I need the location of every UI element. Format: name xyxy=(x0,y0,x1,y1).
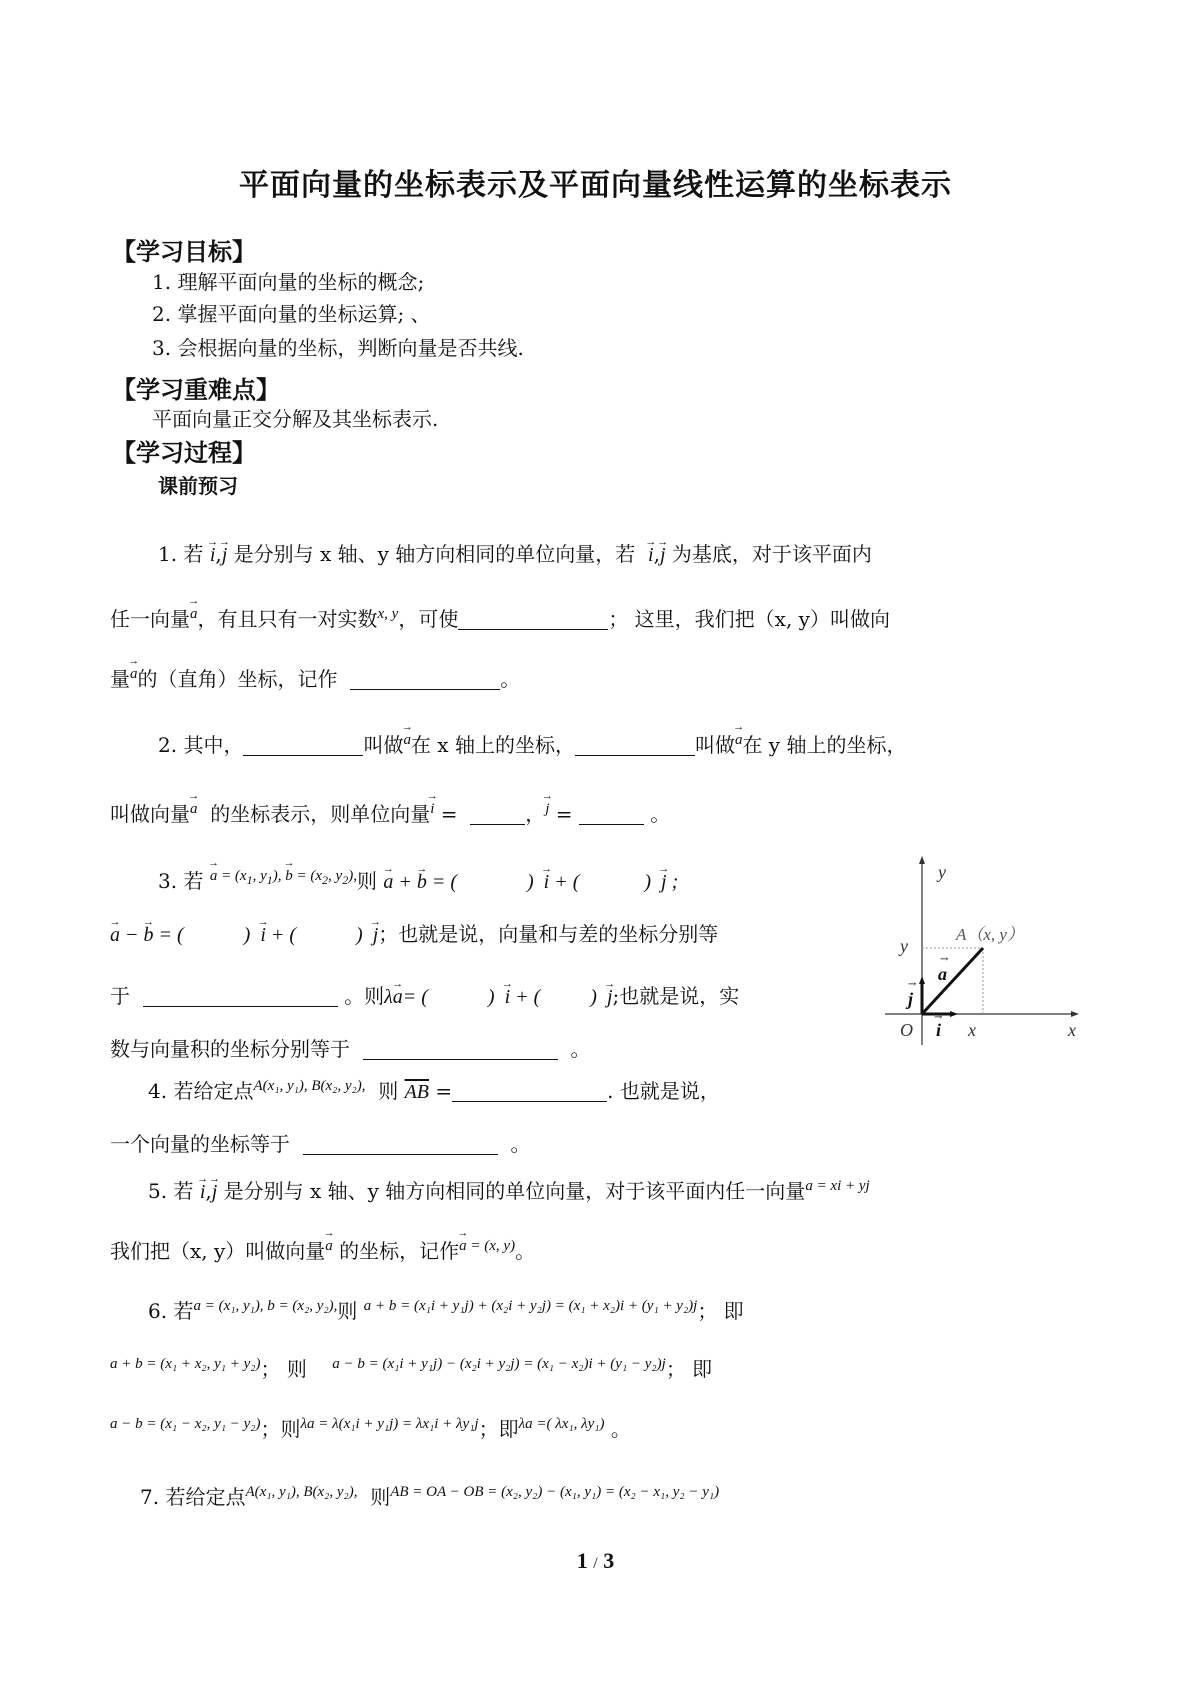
answer-blank[interactable] xyxy=(350,669,500,690)
q3-condition: → $^{a = (x_1, y_1), \to b = (x_2, y_2),}$ xyxy=(210,868,357,884)
q1-text: 的（直角）坐标，记作 xyxy=(137,667,338,691)
q2-text: 叫做 xyxy=(363,733,404,757)
vector-i-symbol: → i xyxy=(430,795,434,823)
q4-text: 一个向量的坐标等于 xyxy=(110,1132,290,1156)
y-tick-label: y xyxy=(900,936,908,956)
question-6-line-3 xyxy=(110,1410,631,1443)
q6-text: 6. 若 xyxy=(148,1299,194,1323)
origin-label: O xyxy=(900,1020,913,1040)
q6-scalar-result: λa =( λx₁, λy₁) xyxy=(518,1416,605,1432)
section-heading-objectives: 【学习目标】 xyxy=(112,238,256,266)
vector-a-label: a xyxy=(938,964,947,984)
answer-blank[interactable] xyxy=(143,986,338,1007)
q5-notation: → $^{a = (x, y)}$ xyxy=(459,1238,515,1254)
period: 。 xyxy=(650,802,671,826)
q1-text: 为基底，对于该平面内 xyxy=(671,542,872,566)
q6-text: ； 则 xyxy=(260,1357,307,1381)
question-3-line-3 xyxy=(110,982,739,1011)
y-axis-label: y xyxy=(938,862,946,882)
question-1-line-2 xyxy=(110,600,890,633)
q1-text: ； 这里，我们把（x, y）叫做向 xyxy=(608,607,890,631)
q1-text: ，可使 xyxy=(398,607,459,631)
svg-text:→: → xyxy=(908,979,917,990)
question-1-line-1: 1. 若 → i,→ j 是分别与 x 轴、y 轴方向相同的单位向量，若 → i,→ j 为基底，对于该平面内 xyxy=(158,540,872,569)
question-5-line-2 xyxy=(110,1232,535,1265)
page-separator: / xyxy=(593,1555,598,1572)
q6-scalar-expansion: λa = λ(x₁i + y₁j) = λx₁i + λy₁j xyxy=(300,1416,479,1432)
q4-text: 则 xyxy=(378,1079,399,1103)
objective-item: 2. 掌握平面向量的坐标运算; 、 xyxy=(152,302,431,326)
question-7-line-1 xyxy=(140,1478,719,1511)
q3-text: ;也就是说，实 xyxy=(612,984,740,1008)
q6-text: 则 xyxy=(337,1299,358,1323)
q2-text: 叫做 xyxy=(694,733,735,757)
page-number xyxy=(0,1548,1191,1574)
q6-text: ； 即 xyxy=(665,1357,713,1381)
q3-text: 则 xyxy=(356,869,377,893)
q7-expression: AB = OA − OB = (x₂, y₂) − (x₁, y₁) = (x₂ − x₁, y₂ − y₁) xyxy=(390,1484,720,1500)
question-5-line-1: 5. 若 → i,→ j 是分别与 x 轴、y 轴方向相同的单位向量，对于该平面内任一向量$^{a = xi + yj}$ xyxy=(148,1172,870,1206)
question-3-line-4 xyxy=(110,1035,590,1063)
q6-text: ；即 xyxy=(478,1417,519,1441)
vector-j-symbol: → j xyxy=(222,541,228,569)
equals: = xyxy=(434,802,464,826)
q4-text: . 也就是说， xyxy=(607,1079,720,1103)
answer-blank[interactable] xyxy=(243,735,363,756)
question-1-line-3 xyxy=(110,660,520,693)
current-page: 1 xyxy=(576,1548,588,1573)
equals: = xyxy=(549,802,579,826)
q6-sum-expansion: a + b = (x₁i + y₁j) + (x₂i + y₂j) = (x₁ + x₂)i + (y₁ + y₂)j xyxy=(363,1298,698,1314)
q3-text: 于 xyxy=(110,984,130,1008)
q3-text: ；也就是说，向量和与差的坐标分别等 xyxy=(378,922,719,946)
objective-item: 1. 理解平面向量的坐标的概念; xyxy=(152,270,425,294)
xy-symbol: x, y xyxy=(377,606,399,622)
vector-a-symbol: → a xyxy=(325,1232,333,1260)
answer-blank[interactable] xyxy=(363,1039,558,1060)
q5-text: 的坐标，记作 xyxy=(339,1239,460,1263)
q3-text: 3. 若 xyxy=(158,869,204,893)
comma: ， xyxy=(525,802,546,826)
point-a-label: A（x, y） xyxy=(956,925,1024,944)
answer-blank[interactable] xyxy=(579,804,644,825)
answer-blank[interactable] xyxy=(458,609,608,630)
subheading-preview: 课前预习 xyxy=(158,474,238,498)
svg-text:→: → xyxy=(940,954,949,965)
question-2-line-1 xyxy=(158,726,906,759)
q3-text: 。则 xyxy=(344,984,385,1008)
period: 。 xyxy=(515,1239,536,1263)
vector-i-symbol: → i xyxy=(200,1178,206,1206)
q6-text: ； 即 xyxy=(697,1299,744,1323)
question-6-line-2 xyxy=(110,1350,712,1383)
vector-j-symbol: → j xyxy=(545,795,549,823)
vector-i-symbol: → i xyxy=(210,541,216,569)
q6-text: ；则 xyxy=(260,1417,301,1441)
q4-points: A(x₁, y₁), B(x₂, y₂), xyxy=(253,1078,366,1094)
question-3-line-2 xyxy=(110,920,718,949)
vector-j-label: j xyxy=(908,989,914,1009)
q1-text: ，有且只有一对实数 xyxy=(197,607,378,631)
q1-text: 是分别与 x 轴、y 轴方向相同的单位向量，若 xyxy=(233,542,636,566)
vector-ab-symbol: $\overline{AB}$ xyxy=(404,1081,430,1103)
section-heading-key-points: 【学习重难点】 xyxy=(112,376,280,404)
question-2-line-2 xyxy=(110,795,670,828)
page-title: 平面向量的坐标表示及平面向量线性运算的坐标表示 xyxy=(239,168,952,203)
total-pages: 3 xyxy=(603,1548,615,1573)
q1-text: 。 xyxy=(500,667,521,691)
question-3-line-1 xyxy=(158,862,678,896)
q5-text: 5. 若 xyxy=(148,1179,194,1203)
q2-text: 叫做向量 xyxy=(110,802,190,826)
section-heading-process: 【学习过程】 xyxy=(112,439,256,467)
vector-a-symbol: → a xyxy=(190,795,198,823)
period: 。 xyxy=(610,1417,631,1441)
q5-expression: a = xi + yj xyxy=(805,1178,870,1194)
q3-text: 数与向量积的坐标分别等于 xyxy=(110,1037,350,1061)
x-tick-label: x xyxy=(968,1020,976,1040)
q7-text: 7. 若给定点 xyxy=(140,1485,246,1509)
x-axis-label: x xyxy=(1068,1020,1076,1040)
period: 。 xyxy=(510,1132,531,1156)
q3-sum-expr: → a + → b = ( ) → i + ( ) → j ; xyxy=(383,871,678,893)
q3-scalar-expr: λ→ a= ( ) → i + ( ) → j xyxy=(384,986,612,1008)
q1-text: 1. 若 xyxy=(158,542,204,566)
q5-text: 我们把（x, y）叫做向量 xyxy=(110,1239,326,1263)
vector-a-symbol: → a xyxy=(403,726,411,754)
period: 。 xyxy=(570,1037,591,1061)
q2-text: 的坐标表示，则单位向量 xyxy=(210,802,431,826)
q6-condition: a = (x₁, y₁), b = (x₂, y₂), xyxy=(193,1298,338,1314)
answer-blank[interactable] xyxy=(452,1081,607,1102)
q2-text: 在 x 轴上的坐标， xyxy=(410,733,575,757)
q2-text: 2. 其中， xyxy=(158,733,244,757)
q1-text: 量 xyxy=(110,667,130,691)
q5-text: 是分别与 x 轴、y 轴方向相同的单位向量，对于该平面内任一向量 xyxy=(223,1179,806,1203)
vector-i-label: i xyxy=(936,1020,942,1040)
coordinate-diagram xyxy=(880,850,1100,1050)
q4-text: 4. 若给定点 xyxy=(148,1079,254,1103)
q3-diff-expr: → a − → b = ( ) → i + ( ) → j xyxy=(110,924,378,946)
vector-j-symbol: → j xyxy=(660,541,666,569)
objective-item: 3. 会根据向量的坐标，判断向量是否共线. xyxy=(152,336,524,360)
question-4-line-1 xyxy=(148,1072,720,1106)
answer-blank[interactable] xyxy=(575,735,695,756)
equals: = xyxy=(429,1079,453,1103)
vector-a-symbol: → a xyxy=(735,726,743,754)
q1-text: 任一向量 xyxy=(110,607,190,631)
question-6-line-1 xyxy=(148,1292,744,1325)
question-4-line-2 xyxy=(110,1130,530,1158)
vector-j-symbol: → j xyxy=(212,1178,218,1206)
key-points-text: 平面向量正交分解及其坐标表示. xyxy=(152,407,439,431)
q7-text: 则 xyxy=(370,1485,391,1509)
svg-text:→: → xyxy=(934,1012,943,1023)
vector-a-symbol: → a xyxy=(190,600,198,628)
q6-diff-expansion: a − b = (x₁i + y₁j) − (x₂i + y₂j) = (x₁ − x₂)i + (y₁ − y₂)j xyxy=(332,1356,666,1372)
vector-i-symbol: → i xyxy=(648,541,654,569)
q2-text: 在 y 轴上的坐标， xyxy=(742,733,907,757)
q6-sum-result: a + b = (x₁ + x₂, y₁ + y₂) xyxy=(110,1356,261,1372)
q6-diff-result: a − b = (x₁ − x₂, y₁ − y₂) xyxy=(110,1416,261,1432)
q7-points: A(x₁, y₁), B(x₂, y₂), xyxy=(245,1484,358,1500)
vector-a-symbol: → a xyxy=(130,660,138,688)
answer-blank[interactable] xyxy=(470,804,525,825)
answer-blank[interactable] xyxy=(303,1134,498,1155)
